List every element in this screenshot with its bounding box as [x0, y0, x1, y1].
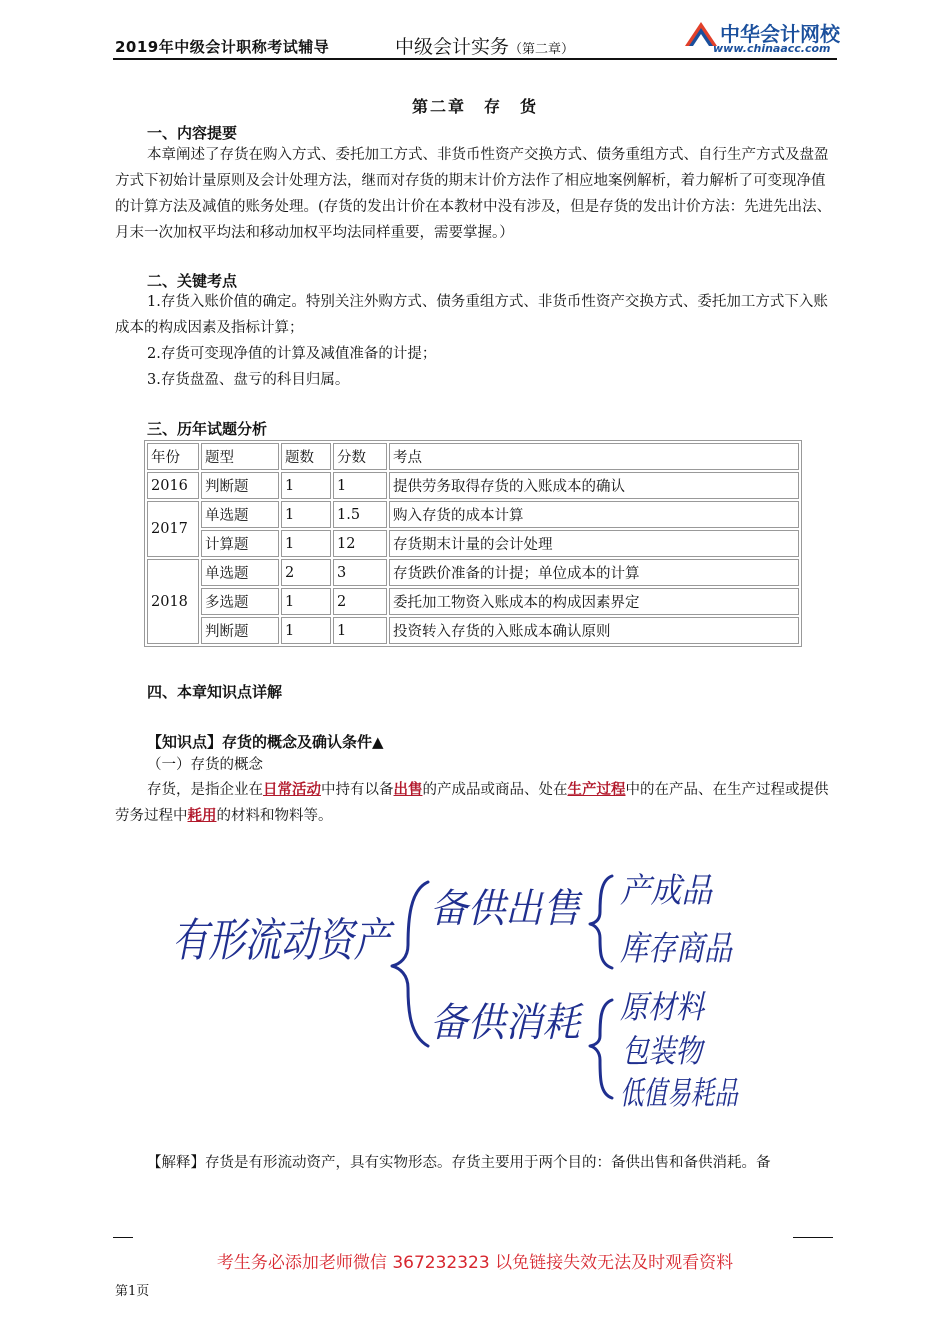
- table-cell: 2016: [147, 472, 199, 499]
- hw-root: 有形流动资产: [172, 913, 395, 967]
- table-cell: 2: [333, 588, 387, 615]
- brace-use: [590, 1000, 612, 1098]
- hw-branch-sale: 备供出售: [430, 886, 583, 932]
- table-cell: 2: [281, 559, 331, 586]
- table-cell: 计算题: [201, 530, 279, 557]
- table-header-cell: 年份: [147, 443, 199, 470]
- table-cell: 委托加工物资入账成本的构成因素界定: [389, 588, 799, 615]
- header-course: 2019年中级会计职称考试辅导: [115, 38, 330, 56]
- definition-highlight: 耗用: [187, 807, 217, 824]
- footer-line-left: [113, 1237, 133, 1238]
- table-cell: 购入存货的成本计算: [389, 501, 799, 528]
- chapter-title: 第二章 存 货: [411, 97, 538, 116]
- table-row: [147, 559, 799, 586]
- page-number: 第1页: [115, 1284, 150, 1299]
- definition-highlight: 出售: [393, 781, 423, 798]
- table-cell: 提供劳务取得存货的入账成本的确认: [389, 472, 799, 499]
- table-cell: 2017: [147, 501, 199, 557]
- definition-text: 的材料和物料等。: [216, 808, 333, 824]
- brace-main: [392, 882, 428, 1046]
- table-cell: 3: [333, 559, 387, 586]
- wechat-notice: 考生务必添加老师微信 367232323 以免链接失效无法及时观看资料: [216, 1253, 734, 1273]
- table-header-cell: 题数: [281, 443, 331, 470]
- section-4-heading: 四、本章知识点详解: [147, 683, 283, 701]
- key-point-3: 3.存货盘盈、盘亏的科目归属。: [147, 372, 350, 388]
- table-row: [147, 472, 799, 499]
- section-1-paragraph: 本章阐述了存货在购入方式、委托加工方式、非货币性资产交换方式、债务重组方式、自行生产方式及盘盈方式下初始计量原则及会计处理方法，继而对存货的期末计价方法作了相应地案例解析，着力解析了可变现净值的计算方法及减值的账务处理。(存货的发出计价在本教材中没有涉及，但是存货的发出计价方法：先进先出法、月末一次加权平均法和移动加权平均法同样重要，需要掌握。）: [115, 147, 832, 241]
- definition-highlight: 生产过程: [567, 781, 626, 798]
- table-row: [147, 617, 799, 644]
- handwritten-diagram: [160, 850, 780, 1120]
- key-point-2: 2.存货可变现净值的计算及减值准备的计提；: [147, 346, 437, 362]
- table-cell: 存货跌价准备的计提；单位成本的计算: [389, 559, 799, 586]
- key-point-1: 1.存货入账价值的确定。特别关注外购方式、债务重组方式、非货币性资产交换方式、委托加工方式下入账成本的构成因素及指标计算；: [115, 294, 828, 336]
- subsection-title: （一）存货的概念: [147, 757, 263, 773]
- definition-text: 中持有以备: [321, 782, 394, 798]
- hw-item: 原材料: [620, 988, 707, 1026]
- table-cell: 1: [281, 530, 331, 557]
- table-header-row: [147, 443, 799, 470]
- header-subject-title: 中级会计实务: [395, 36, 510, 58]
- hw-item: 库存商品: [620, 929, 734, 969]
- table-cell: 1.5: [333, 501, 387, 528]
- definition-text: 中的在产品、在生产过程或提供劳务过程中: [115, 782, 829, 824]
- table-cell: 1: [281, 617, 331, 644]
- table-cell: 判断题: [201, 472, 279, 499]
- hw-branch-use: 备供消耗: [430, 1000, 584, 1046]
- header-subject: [395, 32, 574, 59]
- table-cell: 12: [333, 530, 387, 557]
- table-cell: 1: [281, 588, 331, 615]
- table-cell: 存货期末计量的会计处理: [389, 530, 799, 557]
- exam-analysis-table: [144, 440, 802, 647]
- definition-text: 的产成品或商品、处在: [422, 782, 568, 798]
- brace-sale: [590, 876, 612, 968]
- logo-url: www.chinaacc.com: [713, 42, 831, 55]
- table-cell: 1: [281, 501, 331, 528]
- definition-text: 存货，是指企业在: [147, 782, 263, 798]
- explanation-text: 【解释】存货是有形流动资产，具有实物形态。存货主要用于两个目的：备供出售和备供消耗。备: [147, 1155, 771, 1171]
- table-header-cell: 考点: [389, 443, 799, 470]
- hw-item: 低值易耗品: [620, 1074, 740, 1112]
- section-1-heading: 一、内容提要: [147, 124, 238, 142]
- header-divider: [113, 58, 837, 60]
- knowledge-point-title: 【知识点】存货的概念及确认条件▲: [147, 733, 384, 751]
- hw-item: 产成品: [620, 871, 714, 911]
- table-cell: 1: [333, 472, 387, 499]
- table-cell: 多选题: [201, 588, 279, 615]
- inventory-definition: [115, 777, 839, 829]
- table-cell: 2018: [147, 559, 199, 644]
- table-header-cell: 题型: [201, 443, 279, 470]
- table-cell: 1: [333, 617, 387, 644]
- header-chapter: （第二章）: [509, 42, 575, 57]
- table-cell: 单选题: [201, 559, 279, 586]
- table-row: [147, 588, 799, 615]
- table-row: [147, 501, 799, 528]
- logo-name: 中华会计网校: [720, 22, 840, 46]
- hw-item: 包装物: [622, 1032, 706, 1070]
- footer-line-right: [793, 1237, 833, 1238]
- table-row: [147, 530, 799, 557]
- definition-highlight: 日常活动: [263, 781, 321, 798]
- section-3-heading: 三、历年试题分析: [147, 420, 268, 438]
- table-cell: 单选题: [201, 501, 279, 528]
- table-cell: 判断题: [201, 617, 279, 644]
- table-header-cell: 分数: [333, 443, 387, 470]
- table-cell: 投资转入存货的入账成本确认原则: [389, 617, 799, 644]
- section-2-heading: 二、关键考点: [147, 272, 238, 290]
- table-cell: 1: [281, 472, 331, 499]
